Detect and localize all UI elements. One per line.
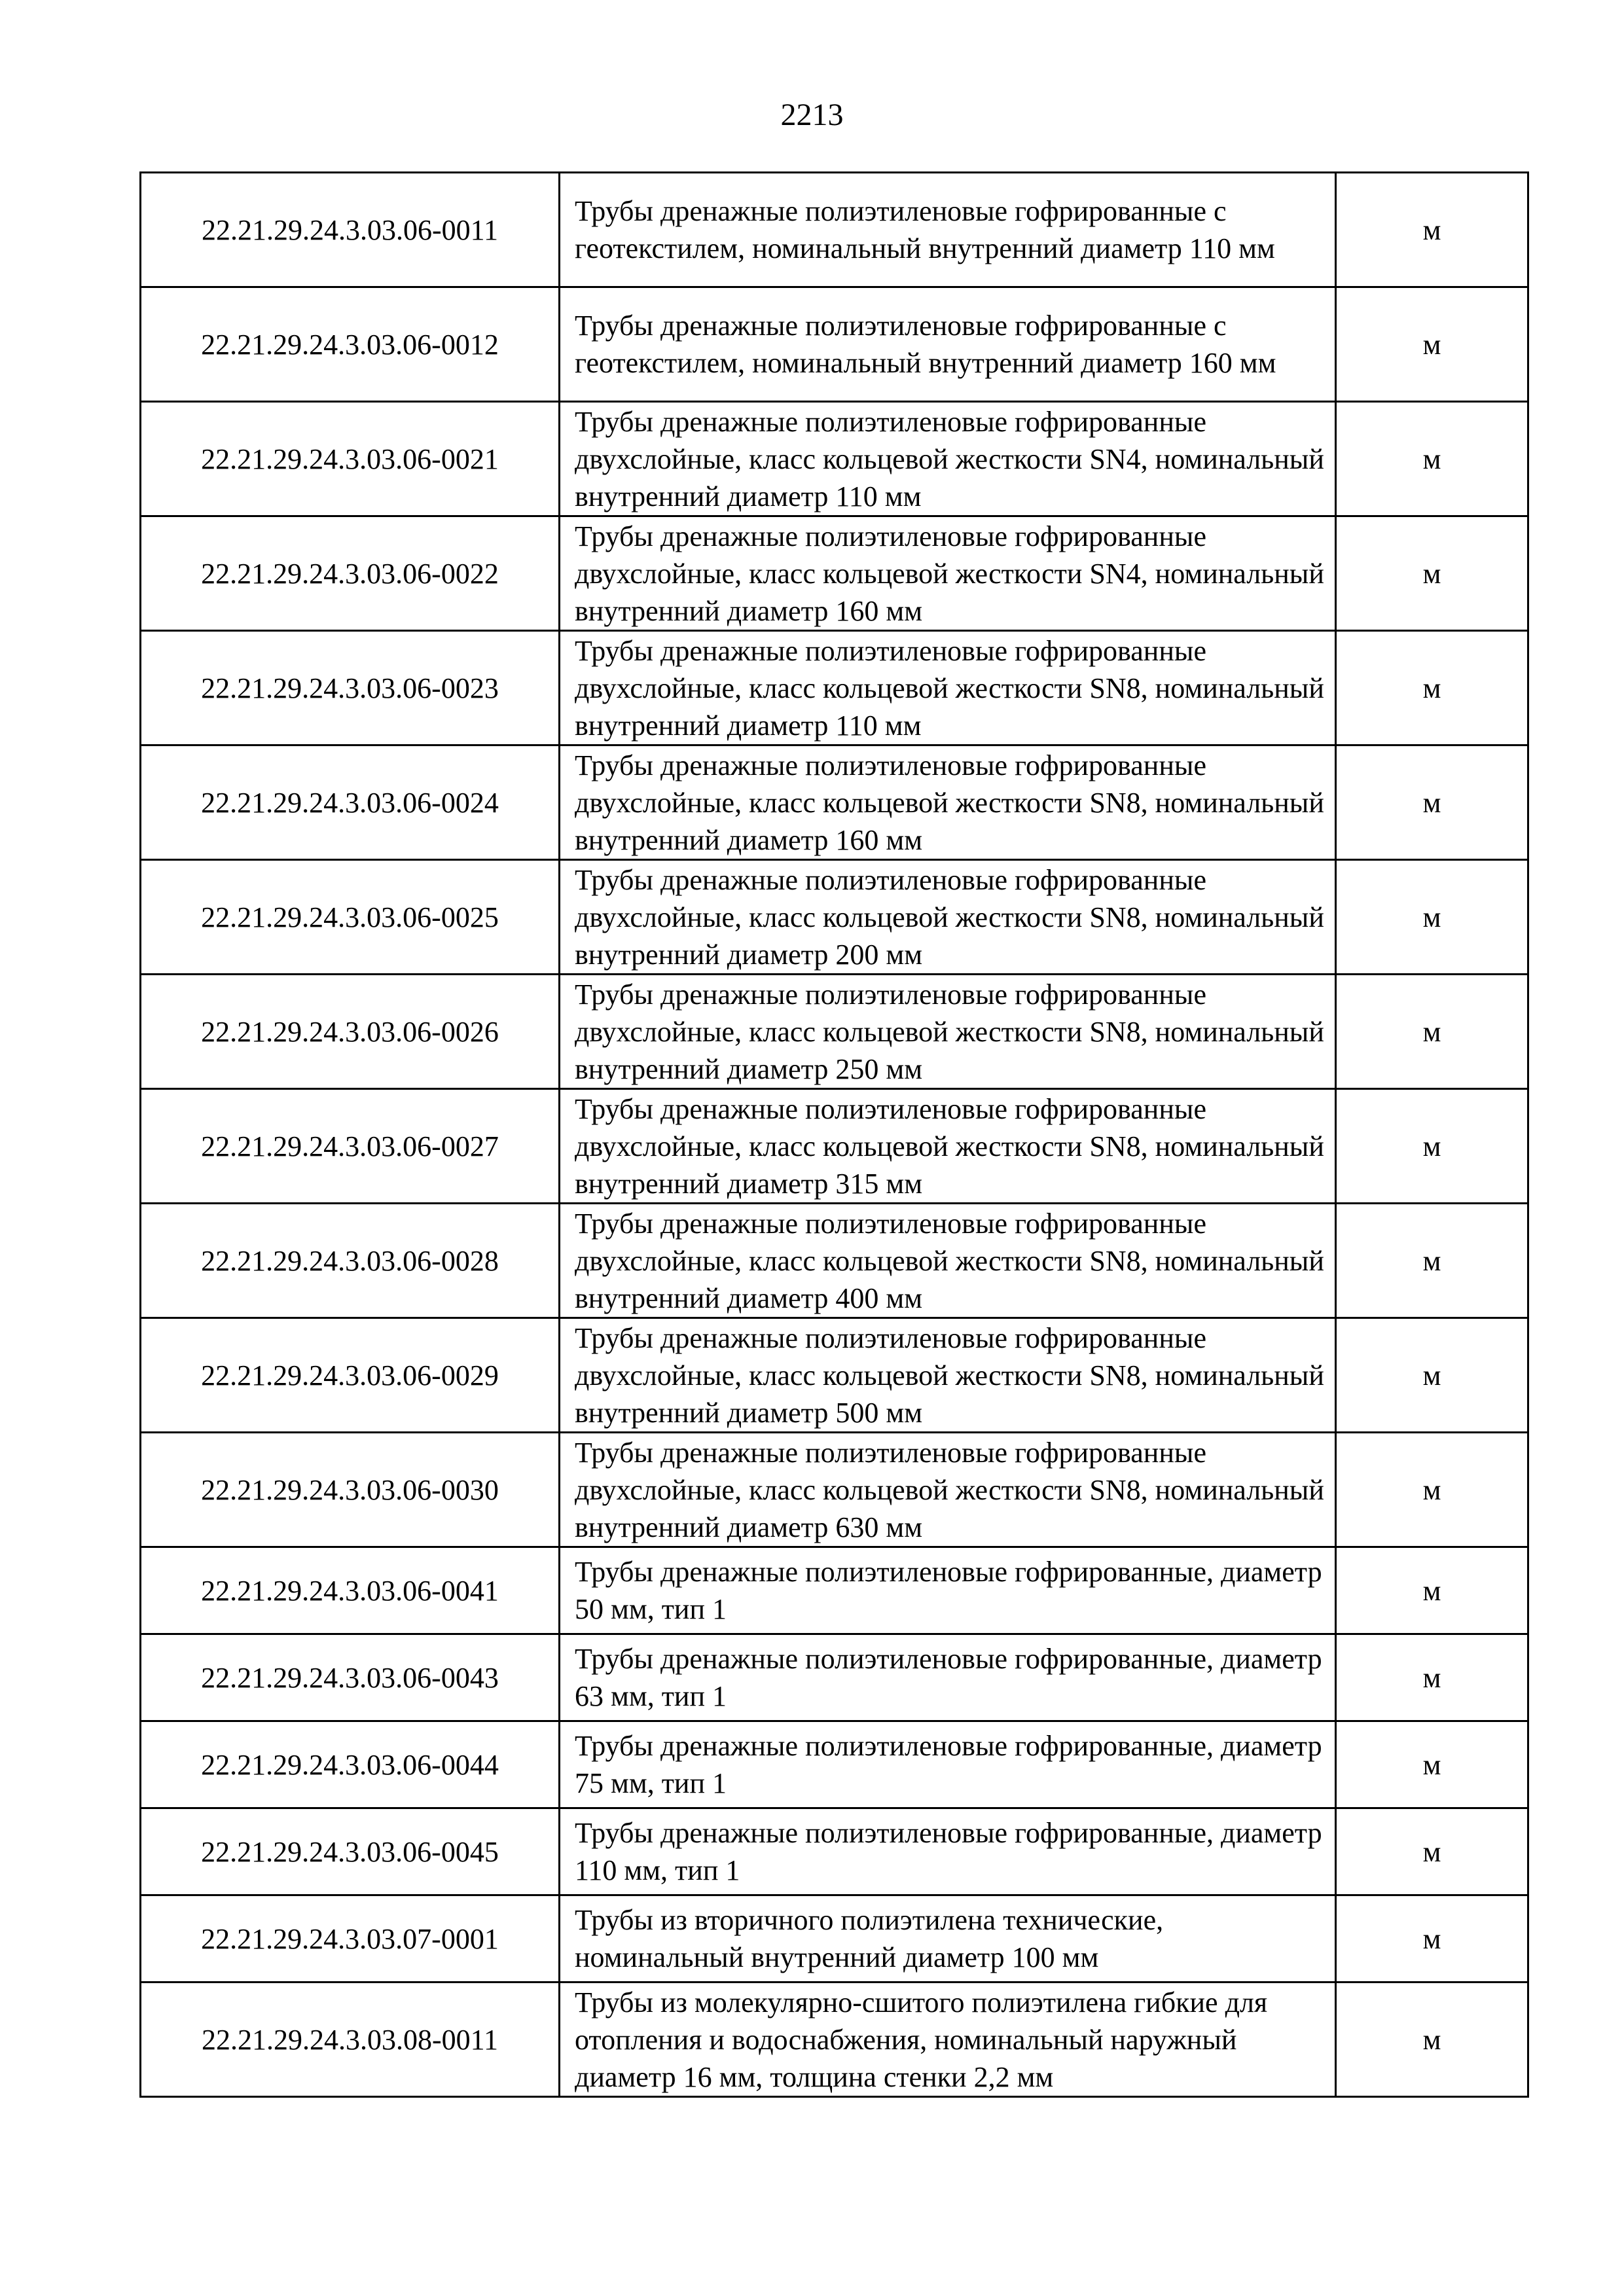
unit-of-measure: м	[1336, 1089, 1528, 1204]
table-row	[141, 287, 1528, 402]
table-row	[141, 1089, 1528, 1204]
table-row	[141, 745, 1528, 860]
resource-code: 22.21.29.24.3.03.06-0022	[141, 516, 560, 631]
resource-name: Трубы дренажные полиэтиленовые гофрированные с геотекстилем, номинальный внутренний диаметр 160 мм	[560, 287, 1336, 402]
resource-name: Трубы дренажные полиэтиленовые гофрированные с геотекстилем, номинальный внутренний диаметр 110 мм	[560, 173, 1336, 287]
resource-code: 22.21.29.24.3.03.06-0011	[141, 173, 560, 287]
unit-of-measure: м	[1336, 173, 1528, 287]
resource-table	[139, 171, 1529, 2098]
table-row	[141, 173, 1528, 287]
table-row	[141, 1982, 1528, 2097]
table-row	[141, 1721, 1528, 1808]
resource-code: 22.21.29.24.3.03.07-0001	[141, 1895, 560, 1982]
resource-name: Трубы дренажные полиэтиленовые гофрированные двухслойные, класс кольцевой жесткости SN8, номинальный внутренний диаметр 200 мм	[560, 860, 1336, 975]
resource-name: Трубы дренажные полиэтиленовые гофрированные двухслойные, класс кольцевой жесткости SN8, номинальный внутренний диаметр 315 мм	[560, 1089, 1336, 1204]
resource-code: 22.21.29.24.3.03.08-0011	[141, 1982, 560, 2097]
unit-of-measure: м	[1336, 1547, 1528, 1634]
resource-name: Трубы дренажные полиэтиленовые гофрированные, диаметр 63 мм, тип 1	[560, 1634, 1336, 1721]
resource-name: Трубы дренажные полиэтиленовые гофрированные двухслойные, класс кольцевой жесткости SN4, номинальный внутренний диаметр 160 мм	[560, 516, 1336, 631]
unit-of-measure: м	[1336, 287, 1528, 402]
page-number: 2213	[780, 98, 844, 132]
resource-name: Трубы из вторичного полиэтилена технические, номинальный внутренний диаметр 100 мм	[560, 1895, 1336, 1982]
resource-name: Трубы дренажные полиэтиленовые гофрированные, диаметр 110 мм, тип 1	[560, 1808, 1336, 1895]
unit-of-measure: м	[1336, 1982, 1528, 2097]
resource-code: 22.21.29.24.3.03.06-0030	[141, 1433, 560, 1547]
unit-of-measure: м	[1336, 631, 1528, 745]
resource-code: 22.21.29.24.3.03.06-0044	[141, 1721, 560, 1808]
resource-code: 22.21.29.24.3.03.06-0012	[141, 287, 560, 402]
unit-of-measure: м	[1336, 745, 1528, 860]
unit-of-measure: м	[1336, 860, 1528, 975]
resource-code: 22.21.29.24.3.03.06-0025	[141, 860, 560, 975]
unit-of-measure: м	[1336, 1433, 1528, 1547]
resource-name: Трубы дренажные полиэтиленовые гофрированные, диаметр 75 мм, тип 1	[560, 1721, 1336, 1808]
unit-of-measure: м	[1336, 402, 1528, 516]
unit-of-measure: м	[1336, 1895, 1528, 1982]
resource-code: 22.21.29.24.3.03.06-0024	[141, 745, 560, 860]
table-row	[141, 1808, 1528, 1895]
resource-code: 22.21.29.24.3.03.06-0043	[141, 1634, 560, 1721]
table-row	[141, 1318, 1528, 1433]
unit-of-measure: м	[1336, 1318, 1528, 1433]
resource-name: Трубы дренажные полиэтиленовые гофрированные двухслойные, класс кольцевой жесткости SN8, номинальный внутренний диаметр 160 мм	[560, 745, 1336, 860]
resource-name: Трубы дренажные полиэтиленовые гофрированные двухслойные, класс кольцевой жесткости SN8, номинальный внутренний диаметр 110 мм	[560, 631, 1336, 745]
resource-code: 22.21.29.24.3.03.06-0045	[141, 1808, 560, 1895]
unit-of-measure: м	[1336, 1634, 1528, 1721]
resource-name: Трубы из молекулярно-сшитого полиэтилена гибкие для отопления и водоснабжения, номинальный наружный диаметр 16 мм, толщина стенки 2,2 мм	[560, 1982, 1336, 2097]
resource-code: 22.21.29.24.3.03.06-0023	[141, 631, 560, 745]
unit-of-measure: м	[1336, 1721, 1528, 1808]
resource-name: Трубы дренажные полиэтиленовые гофрированные двухслойные, класс кольцевой жесткости SN4, номинальный внутренний диаметр 110 мм	[560, 402, 1336, 516]
resource-name: Трубы дренажные полиэтиленовые гофрированные, диаметр 50 мм, тип 1	[560, 1547, 1336, 1634]
table-row	[141, 1634, 1528, 1721]
resource-code: 22.21.29.24.3.03.06-0041	[141, 1547, 560, 1634]
table-row	[141, 402, 1528, 516]
table-row	[141, 1204, 1528, 1318]
unit-of-measure: м	[1336, 516, 1528, 631]
resource-code: 22.21.29.24.3.03.06-0021	[141, 402, 560, 516]
unit-of-measure: м	[1336, 1808, 1528, 1895]
resource-name: Трубы дренажные полиэтиленовые гофрированные двухслойные, класс кольцевой жесткости SN8, номинальный внутренний диаметр 250 мм	[560, 975, 1336, 1089]
table-row	[141, 631, 1528, 745]
table-row	[141, 1433, 1528, 1547]
resource-code: 22.21.29.24.3.03.06-0029	[141, 1318, 560, 1433]
resource-code: 22.21.29.24.3.03.06-0027	[141, 1089, 560, 1204]
resource-name: Трубы дренажные полиэтиленовые гофрированные двухслойные, класс кольцевой жесткости SN8, номинальный внутренний диаметр 500 мм	[560, 1318, 1336, 1433]
table-row	[141, 1895, 1528, 1982]
resource-name: Трубы дренажные полиэтиленовые гофрированные двухслойные, класс кольцевой жесткости SN8, номинальный внутренний диаметр 630 мм	[560, 1433, 1336, 1547]
resource-code: 22.21.29.24.3.03.06-0026	[141, 975, 560, 1089]
unit-of-measure: м	[1336, 975, 1528, 1089]
table-row	[141, 860, 1528, 975]
table-row	[141, 1547, 1528, 1634]
table-row	[141, 516, 1528, 631]
resource-name: Трубы дренажные полиэтиленовые гофрированные двухслойные, класс кольцевой жесткости SN8, номинальный внутренний диаметр 400 мм	[560, 1204, 1336, 1318]
resource-code: 22.21.29.24.3.03.06-0028	[141, 1204, 560, 1318]
unit-of-measure: м	[1336, 1204, 1528, 1318]
table-row	[141, 975, 1528, 1089]
